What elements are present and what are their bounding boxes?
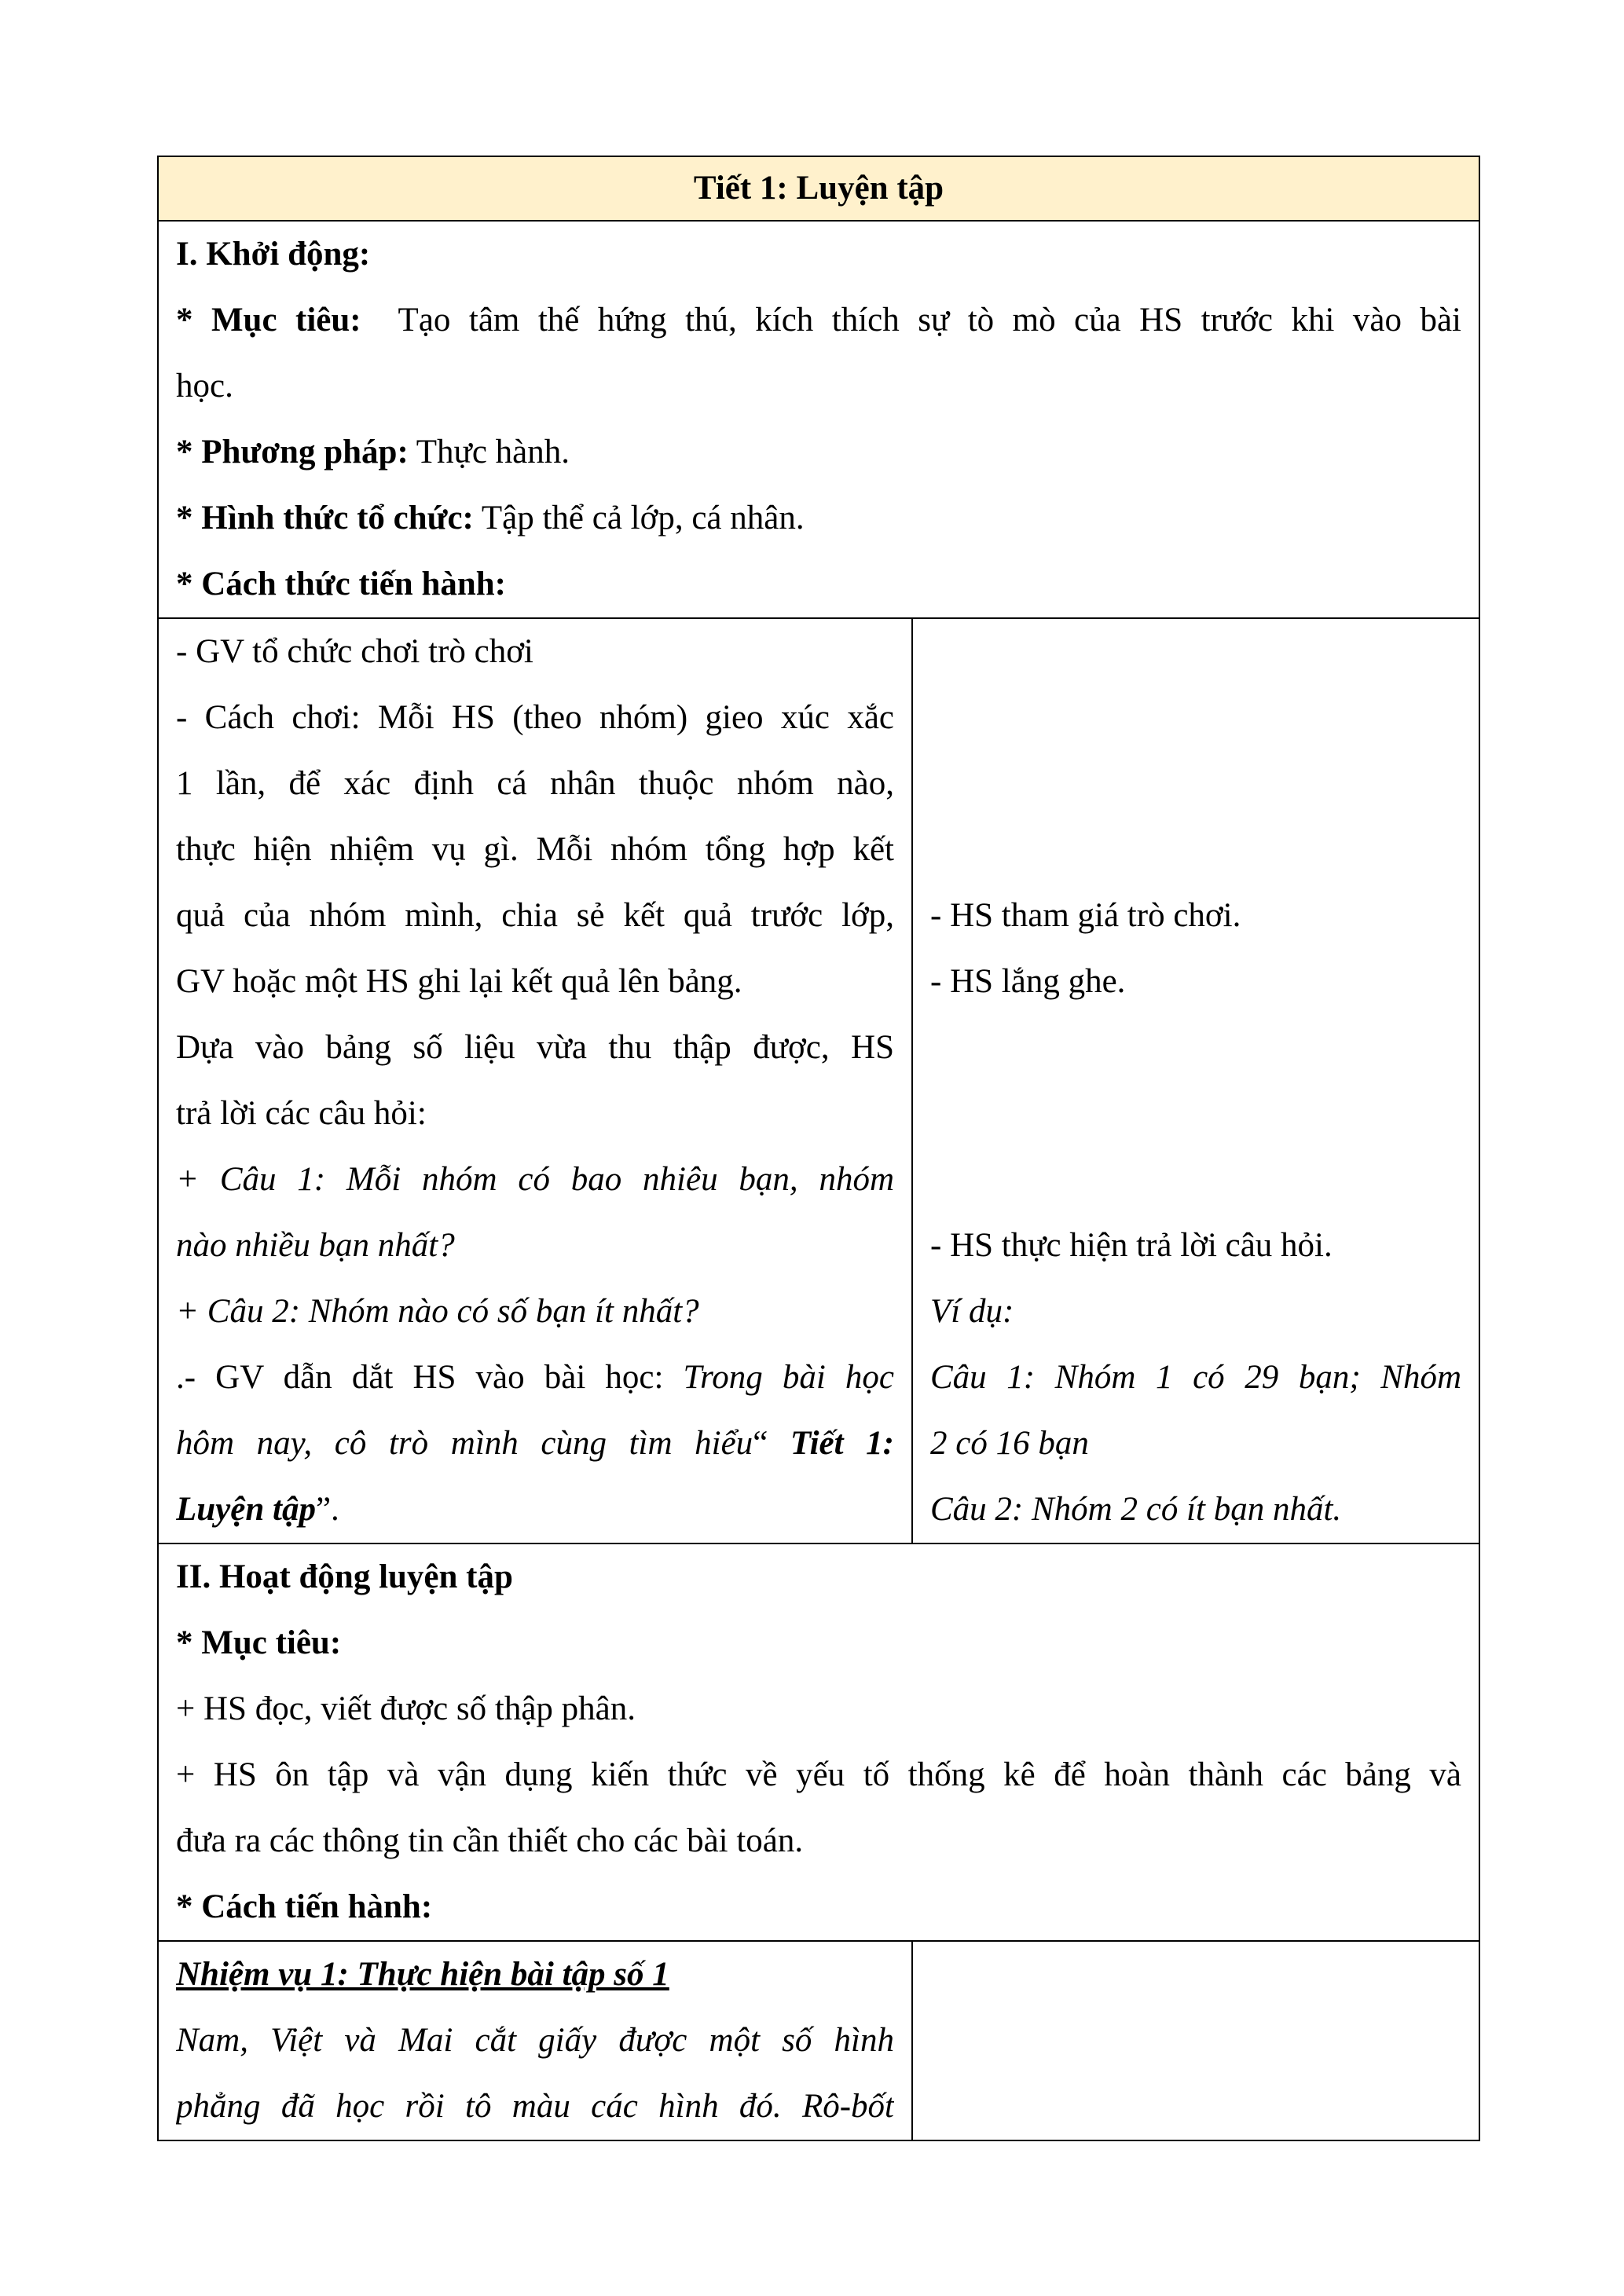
student-line: - HS thực hiện trả lời câu hỏi. [930, 1227, 1333, 1264]
task-line: phẳng đã học rồi tô màu các hình đó. Rô-bốt [176, 2088, 894, 2125]
question-line: + Câu 2: Nhóm nào có số bạn ít nhất? [176, 1293, 699, 1330]
question-line: + Câu 1: Mỗi nhóm có bao nhiêu bạn, nhóm [176, 1161, 894, 1198]
lesson-ref: Tiết 1: [790, 1425, 894, 1462]
section2-objective-label: * Mục tiêu: [176, 1624, 342, 1661]
teacher-line: thực hiện nhiệm vụ gì. Mỗi nhóm tổng hợp kết [176, 831, 894, 868]
section2-objective: đưa ra các thông tin cần thiết cho các bài toán. [176, 1822, 804, 1859]
question-line: nào nhiều bạn nhất? [176, 1227, 455, 1264]
objective-text: Tạo tâm thế hứng thú, kích thích sự tò mò của HS trước khi vào bài [398, 302, 1461, 339]
method-label: * Phương pháp: [176, 434, 409, 471]
student-activities [912, 618, 1479, 1543]
form-label: * Hình thức tổ chức: [176, 500, 474, 536]
section1-header-row [158, 221, 1479, 618]
answer-line: 2 có 16 bạn [930, 1425, 1089, 1462]
task-title: Nhiệm vụ 1: Thực hiện bài tập số 1 [176, 1956, 669, 1993]
teacher-line: GV hoặc một HS ghi lại kết quả lên bảng. [176, 963, 742, 1000]
teacher-activities [158, 618, 912, 1543]
teacher-line: - GV tổ chức chơi trò chơi [176, 633, 533, 670]
section1-intro [158, 221, 1479, 618]
student-line: - HS lắng ghe. [930, 963, 1126, 1000]
section2-procedure-label: * Cách tiến hành: [176, 1888, 433, 1925]
lead-in-quote: “ [753, 1425, 790, 1462]
method-text: Thực hành. [416, 434, 570, 471]
example-label: Ví dụ: [930, 1293, 1014, 1330]
student-line: - HS tham giá trò chơi. [930, 897, 1241, 934]
lead-in-line-2 [176, 1411, 894, 1477]
objective-line-1 [176, 287, 1461, 353]
section1-heading: I. Khởi động: [176, 236, 371, 273]
task-cell [158, 1941, 912, 2140]
title-row [158, 156, 1479, 221]
section2-objective: + HS ôn tập và vận dụng kiến thức về yếu tố thống kê để hoàn thành các bảng và [176, 1756, 1461, 1793]
teacher-line: - Cách chơi: Mỗi HS (theo nhóm) gieo xúc xắc [176, 699, 894, 736]
objective-line-2: học. [176, 368, 233, 405]
teacher-line: 1 lần, để xác định cá nhân thuộc nhóm nào, [176, 765, 894, 802]
section2-activity-row [158, 1941, 1479, 2140]
section2-intro [158, 1543, 1479, 1941]
lead-in-italic: hôm nay, cô trò mình cùng tìm hiểu [176, 1425, 753, 1462]
task-line: Nam, Việt và Mai cắt giấy được một số hình [176, 2022, 894, 2059]
lead-in-line-1 [176, 1345, 894, 1411]
lead-in-plain: .- GV dẫn dắt HS vào bài học: [176, 1359, 684, 1396]
section1-activity-row [158, 618, 1479, 1543]
task-student-cell [912, 1941, 1479, 2140]
section2-objective: + HS đọc, viết được số thập phân. [176, 1690, 636, 1727]
lesson-plan-table [157, 156, 1480, 2141]
answer-line: Câu 2: Nhóm 2 có ít bạn nhất. [930, 1491, 1342, 1528]
section2-header-row [158, 1543, 1479, 1941]
teacher-line: Dựa vào bảng số liệu vừa thu thập được, HS [176, 1029, 894, 1066]
teacher-line: quả của nhóm mình, chia sẻ kết quả trước lớp, [176, 897, 894, 934]
form-text: Tập thể cả lớp, cá nhân. [481, 500, 805, 536]
lesson-title: Tiết 1: Luyện tập [158, 156, 1479, 221]
lead-in-line-3 [176, 1477, 894, 1543]
method-line [176, 419, 1461, 485]
procedure-label: * Cách thức tiến hành: [176, 566, 507, 602]
answer-line: Câu 1: Nhóm 1 có 29 bạn; Nhóm [930, 1359, 1461, 1396]
teacher-line: trả lời các câu hỏi: [176, 1095, 427, 1132]
section2-heading: II. Hoạt động luyện tập [176, 1558, 513, 1595]
lesson-ref: Luyện tập [176, 1491, 316, 1528]
objective-label: * Mục tiêu: [176, 302, 361, 339]
form-line [176, 485, 1461, 551]
lead-in-italic: Trong bài học [683, 1359, 894, 1396]
lead-in-end: ”. [315, 1491, 339, 1528]
